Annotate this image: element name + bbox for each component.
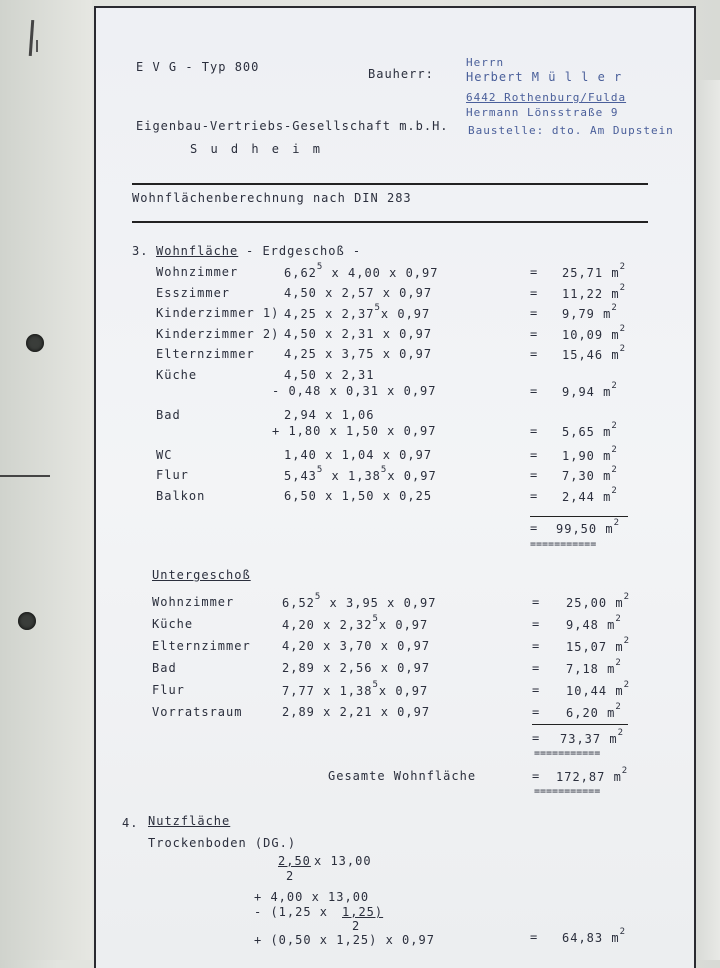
room-calc: 4,50 x 2,57 x 0,97 bbox=[284, 285, 433, 300]
result-eq: = bbox=[530, 347, 539, 361]
calc-text: x 13,00 bbox=[314, 854, 372, 868]
room-result: 15,46 $m^2$ bbox=[562, 344, 626, 362]
room-name: Kinderzimmer 2) bbox=[156, 326, 280, 341]
calc-line: - (1,25 x bbox=[254, 905, 329, 919]
room-result: 25,00 $m^2$ bbox=[566, 592, 630, 610]
room-result: 2,44 $m^2$ bbox=[562, 485, 618, 504]
room-calc: 4,20 x 3,70 x 0,97 bbox=[282, 639, 431, 653]
room-name: WC bbox=[156, 447, 173, 462]
page-edge-line bbox=[0, 475, 50, 477]
room-calc: 4,25 x 2,37$^5$x 0,97 bbox=[284, 303, 431, 321]
room-name: Elternzimmer bbox=[152, 639, 251, 653]
room-calc: 6,52$^5$ x 3,95 x 0,97 bbox=[282, 592, 437, 610]
room-name: Balkon bbox=[156, 488, 206, 503]
room-result: 9,94 $m^2$ bbox=[562, 380, 618, 399]
grand-total-value: 172,87 $m^2$ bbox=[556, 766, 629, 784]
divider bbox=[132, 221, 648, 223]
basement-total-eq: = bbox=[532, 731, 541, 745]
room-name: Küche bbox=[156, 367, 198, 382]
company-name: Eigenbau-Vertriebs-Gesellschaft m.b.H. bbox=[136, 119, 449, 133]
calc-line: + (0,50 x 1,25) x 0,97 bbox=[254, 933, 435, 947]
section-number: 3. bbox=[132, 244, 149, 258]
fraction-denominator: 2 bbox=[286, 869, 295, 883]
room-name: Kinderzimmer 1) bbox=[156, 306, 280, 320]
punch-hole bbox=[26, 334, 44, 352]
section-number: 4. bbox=[122, 816, 139, 830]
room-name: Esszimmer bbox=[156, 285, 231, 300]
room-result: 9,79 $m^2$ bbox=[562, 303, 618, 321]
room-result: 7,18 $m^2$ bbox=[566, 658, 622, 676]
room-calc: 2,89 x 2,56 x 0,97 bbox=[282, 661, 431, 675]
result-eq: = bbox=[532, 617, 541, 631]
result-eq: = bbox=[530, 447, 539, 462]
room-calc: 1,40 x 1,04 x 0,97 bbox=[284, 447, 433, 462]
double-underline: =========== bbox=[534, 748, 601, 759]
room-result: 10,09 $m^2$ bbox=[562, 323, 626, 342]
result-value: 64,83 $m^2$ bbox=[562, 927, 626, 945]
result-eq: = bbox=[532, 595, 541, 609]
room-result: 7,30 $m^2$ bbox=[562, 465, 618, 483]
result-eq: = bbox=[530, 265, 539, 279]
room-result: 15,07 $m^2$ bbox=[566, 636, 630, 654]
room-name: Wohnzimmer bbox=[152, 595, 235, 609]
room-calc: 4,25 x 3,75 x 0,97 bbox=[284, 347, 433, 361]
room-calc: 2,89 x 2,21 x 0,97 bbox=[282, 705, 431, 719]
pencil-mark bbox=[36, 40, 38, 52]
fraction-denominator: 2 bbox=[352, 919, 361, 933]
room-result: 11,22 $m^2$ bbox=[562, 282, 626, 301]
room-calc: 7,77 x 1,38$^5$x 0,97 bbox=[282, 680, 429, 698]
room-calc: 6,62$^5$ x 4,00 x 0,97 bbox=[284, 262, 439, 280]
result-eq: = bbox=[530, 306, 539, 320]
room-calc: 4,50 x 2,31 bbox=[284, 367, 375, 382]
result-eq: = bbox=[532, 705, 541, 719]
section-heading: Wohnfläche bbox=[156, 244, 239, 258]
company-type: E V G - Typ 800 bbox=[136, 60, 260, 74]
room-name: Bad bbox=[156, 407, 181, 422]
room-name: Flur bbox=[156, 468, 189, 482]
room-name: Küche bbox=[152, 617, 194, 631]
room-result: 10,44 $m^2$ bbox=[566, 680, 630, 698]
result-eq: = bbox=[530, 285, 539, 300]
room-result: 5,65 $m^2$ bbox=[562, 420, 618, 439]
calc-line: + 4,00 x 13,00 bbox=[254, 890, 370, 904]
section-heading: Nutzfläche bbox=[148, 814, 231, 828]
double-underline: =========== bbox=[534, 786, 601, 797]
room-calc-line2: - 0,48 x 0,31 x 0,97 bbox=[272, 383, 437, 398]
company-city: S u d h e i m bbox=[190, 142, 323, 156]
subsection-label: Trockenboden (DG.) bbox=[148, 836, 297, 850]
room-result: 9,48 $m^2$ bbox=[566, 614, 622, 632]
total-value: 99,50 $m^2$ bbox=[556, 518, 620, 536]
stamp-line: Herrn bbox=[466, 56, 505, 69]
document-title: Wohnflächenberechnung nach DIN 283 bbox=[132, 191, 412, 205]
total-eq: = bbox=[530, 521, 539, 535]
result-eq: = bbox=[532, 683, 541, 697]
sum-line bbox=[532, 724, 628, 725]
basement-heading: Untergeschoß bbox=[152, 568, 251, 582]
section-subheading: - Erdgeschoß - bbox=[246, 244, 362, 258]
punch-hole bbox=[18, 612, 36, 630]
room-calc: 5,43$^5$ x 1,38$^5$x 0,97 bbox=[284, 465, 437, 483]
fraction-numerator: 2,50 bbox=[278, 854, 311, 868]
result-eq: = bbox=[530, 468, 539, 482]
stamp-street: Hermann Lönsstraße 9 bbox=[466, 106, 619, 119]
stamp-site: Baustelle: dto. Am Dupstein bbox=[468, 124, 674, 137]
room-result: 25,71 $m^2$ bbox=[562, 262, 626, 280]
bauherr-label: Bauherr: bbox=[368, 67, 434, 81]
room-name: Flur bbox=[152, 683, 185, 697]
room-result: 6,20 $m^2$ bbox=[566, 702, 622, 720]
result-eq: = bbox=[530, 423, 539, 438]
fraction-numerator: 1,25) bbox=[342, 905, 384, 919]
room-result: 1,90 $m^2$ bbox=[562, 444, 618, 463]
room-calc: 2,94 x 1,06 bbox=[284, 407, 375, 422]
result-eq: = bbox=[530, 488, 539, 503]
room-name: Vorratsraum bbox=[152, 705, 243, 719]
grand-total-eq: = bbox=[532, 769, 541, 783]
stamp-city: 6442 Rothenburg/Fulda bbox=[466, 91, 627, 104]
sum-line bbox=[530, 516, 628, 517]
divider bbox=[132, 183, 648, 185]
room-name: Bad bbox=[152, 661, 177, 675]
room-calc: 4,20 x 2,32$^5$x 0,97 bbox=[282, 614, 429, 632]
double-underline: =========== bbox=[530, 539, 597, 550]
result-eq: = bbox=[532, 639, 541, 653]
room-name: Wohnzimmer bbox=[156, 265, 239, 279]
grand-total-label: Gesamte Wohnfläche bbox=[328, 769, 477, 783]
result-eq: = bbox=[532, 661, 541, 675]
room-calc: 6,50 x 1,50 x 0,25 bbox=[284, 488, 433, 503]
result-eq: = bbox=[530, 930, 539, 944]
basement-total-value: 73,37 $m^2$ bbox=[560, 728, 624, 746]
result-eq: = bbox=[530, 383, 539, 398]
adjacent-page bbox=[0, 0, 92, 960]
stamp-name: Herbert M ü l l e r bbox=[466, 70, 623, 84]
result-eq: = bbox=[530, 326, 539, 341]
room-calc: 4,50 x 2,31 x 0,97 bbox=[284, 326, 433, 341]
room-name: Elternzimmer bbox=[156, 347, 255, 361]
room-calc-line2: + 1,80 x 1,50 x 0,97 bbox=[272, 423, 437, 438]
adjacent-page-right bbox=[692, 80, 720, 960]
